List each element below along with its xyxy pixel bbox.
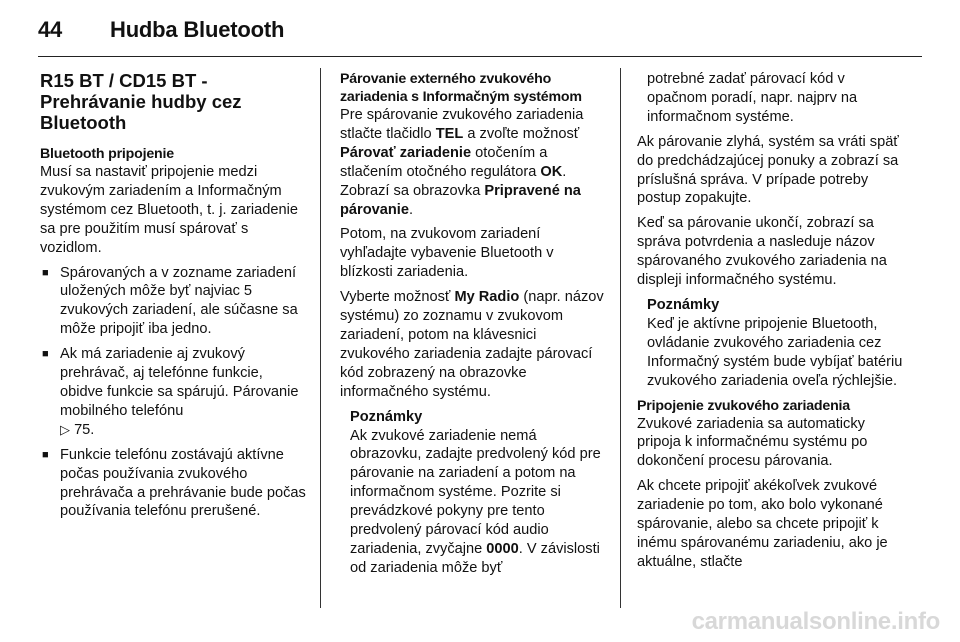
paragraph: Ak párovanie zlyhá, systém sa vráti späť do predchádzajúcej ponuky a zobrazí sa príslušná správa. V prípade potreby postup zopakujte. xyxy=(637,133,899,207)
column-divider xyxy=(620,68,621,608)
subheading-bluetooth-connection: Bluetooth pripojenie xyxy=(40,146,174,162)
page-header xyxy=(38,17,284,43)
paragraph: Potom, na zvukovom zariadení vyhľadajte vybavenie Bluetooth v blízkosti zariadenia. xyxy=(340,226,554,281)
watermark: carmanualsonline.info xyxy=(691,608,940,635)
column-2 xyxy=(340,70,606,584)
paragraph: Keď sa párovanie ukončí, zobrazí sa správa potvrdenia a nasleduje názov spárovaného zvukového zariadenia na displeji informačného systému. xyxy=(637,215,887,289)
paragraph: Ak chcete pripojiť akékoľvek zvukové zariadenie po tom, ako bolo vykonané spárovanie, alebo sa chcete pripojiť k inému spárovanému zariadeniu, ako je aktuálne, stlačte xyxy=(637,478,888,570)
section-title: Hudba Bluetooth xyxy=(110,17,285,42)
paragraph: Musí sa nastaviť pripojenie medzi zvukovým zariadením a Informačným systémom cez Bluetooth, t. j. zariadenie sa pre použitím musí spárovať s vozidlom. xyxy=(40,164,298,256)
column-divider xyxy=(320,68,321,608)
column-3 xyxy=(637,70,905,578)
note-continuation: potrebné zadať párovací kód v opačnom poradí, napr. najprv na informačnom systéme. xyxy=(647,71,858,125)
section-heading: R15 BT / CD15 BT - Prehrávanie hudby cez Bluetooth xyxy=(40,70,242,133)
column-1 xyxy=(40,70,306,527)
note-box: Poznámky Keď je aktívne pripojenie Bluetooth, ovládanie zvukového zariadenia cez Informačný systém bude vybíjať batériu zvukového zariadenia oveľa rýchlejšie. xyxy=(637,296,905,391)
subheading-pairing: Párovanie externého zvukového zariadenia s Informačným systémom xyxy=(340,71,582,105)
paragraph: Pre spárovanie zvukového zariadenia stlačte tlačidlo TEL a zvoľte možnosť Párovať zariadenie otočením a stlačením otočného regulátora OK. Zobrazí sa obrazovka Pripravené na párovanie. xyxy=(340,107,584,218)
note-box: Poznámky Ak zvukové zariadenie nemá obrazovku, zadajte predvolený kód pre párovanie na zariadení a potom na informačnom systéme. Pozrite si prevádzkové pokyny pre tento predvolený párovací kód audio zariadenia, zvyčajne 0000. V závislosti od zariadenia môže byť xyxy=(340,408,606,578)
page-number: 44 xyxy=(38,17,63,42)
note-title: Poznámky xyxy=(647,296,720,313)
page-reference[interactable]: 75. xyxy=(74,421,95,438)
note-title: Poznámky xyxy=(350,408,423,425)
subheading-connect-device: Pripojenie zvukového zariadenia xyxy=(637,397,850,414)
header-rule xyxy=(38,56,922,57)
list-item: ■ Funkcie telefónu zostávajú aktívne počas používania zvukového prehrávača a prehrávanie bude počas používania telefónu prerušené. xyxy=(40,446,306,522)
list-item: ■ Ak má zariadenie aj zvukový prehrávač, aj telefónne funkcie, obidve funkcie sa spárujú. Párovanie mobilného telefónu ▷ 75. xyxy=(40,345,306,440)
paragraph: Vyberte možnosť My Radio (napr. názov systému) zo zoznamu v zvukovom zariadení, potom na klávesnici zvukového zariadenia zadajte párovací kód zobrazený na obrazovke informačného systému. xyxy=(340,289,604,400)
paragraph: Zvukové zariadenia sa automaticky pripoja k informačnému systému po dokončení procesu párovania. xyxy=(637,415,868,470)
page-reference-arrow-icon: ▷ xyxy=(60,421,70,437)
list-item: ■ Spárovaných a v zozname zariadení uložených môže byť najviac 5 zvukových zariadení, ale súčasne sa môže pripojiť iba jedno. xyxy=(40,264,306,340)
bullet-list xyxy=(40,264,306,522)
